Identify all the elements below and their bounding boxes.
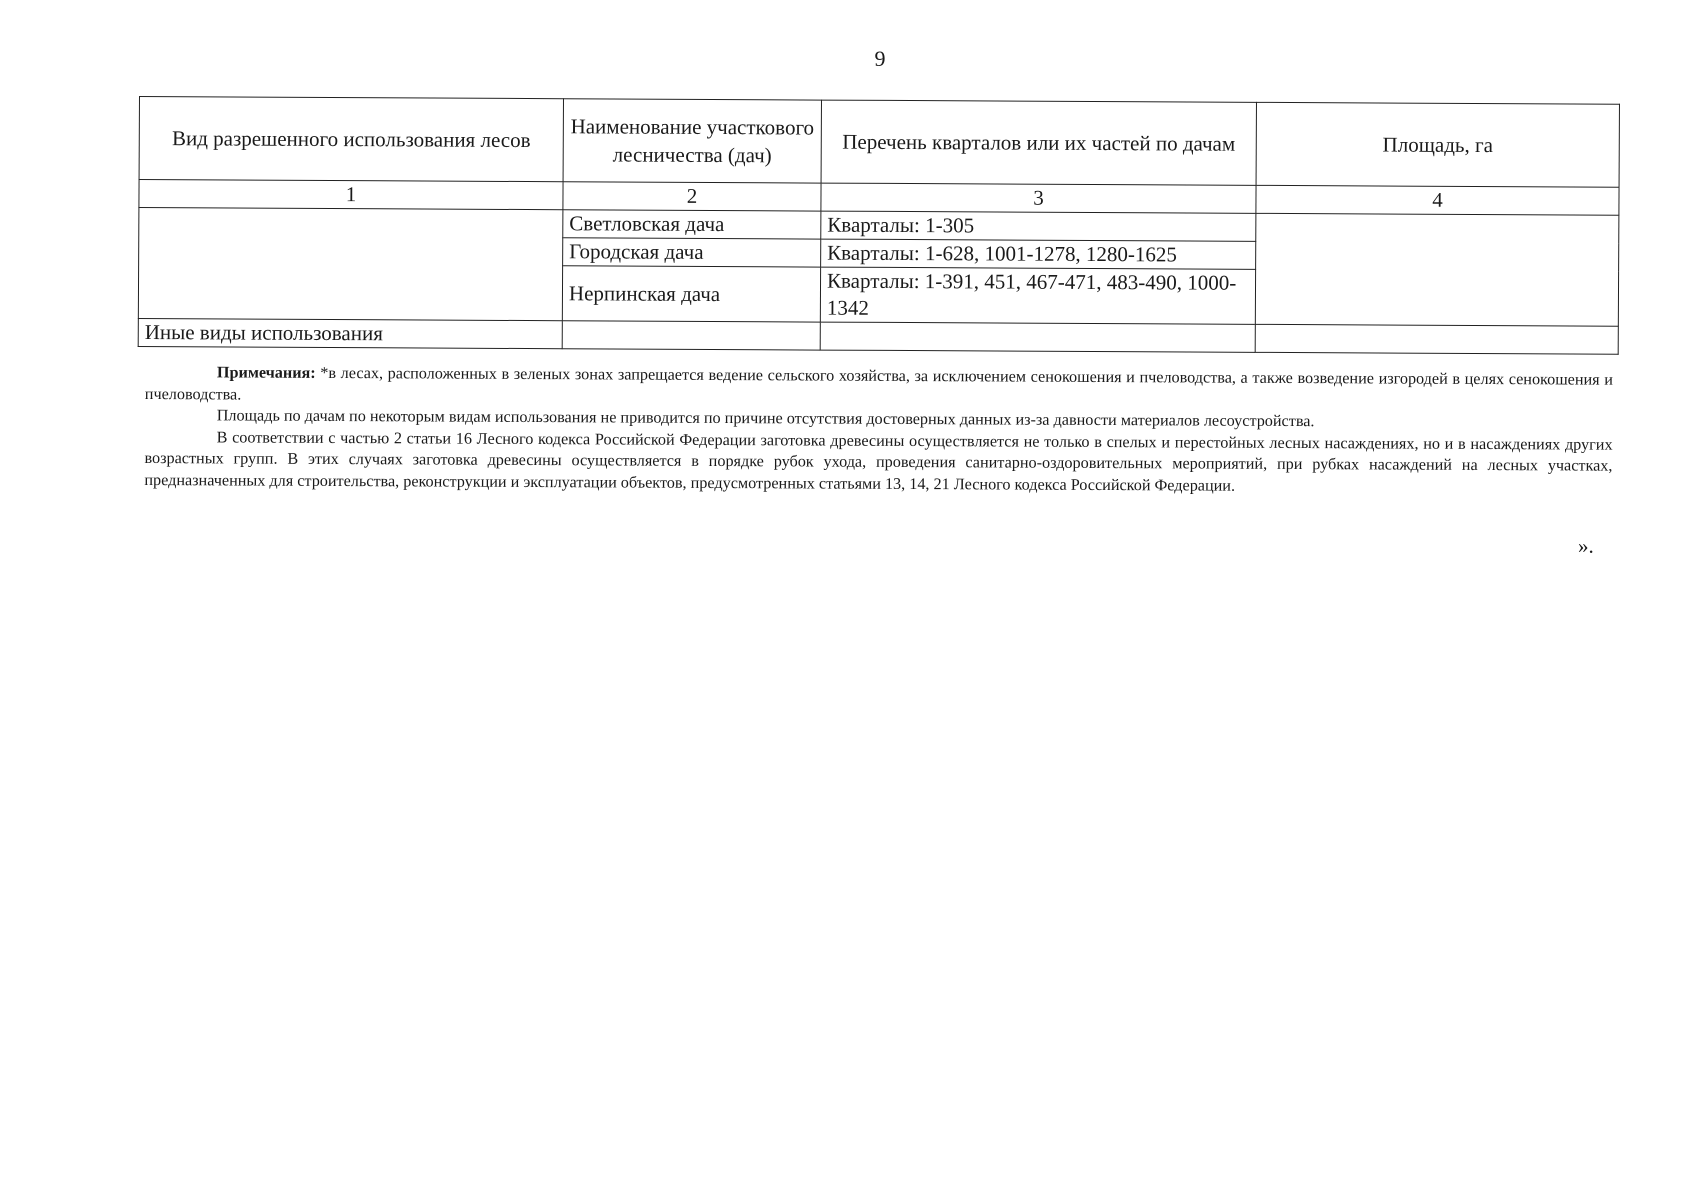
quarters-list: Кварталы: 1-391, 451, 467-471, 483-490, 1000-1342 — [820, 267, 1255, 324]
table-header-row — [139, 97, 1619, 188]
quarters-list: Кварталы: 1-628, 1001-1278, 1280-1625 — [821, 239, 1256, 269]
dacha-name: Нерпинская дача — [562, 266, 820, 322]
forest-use-table — [138, 96, 1620, 355]
empty-cell — [562, 321, 820, 350]
forest-use-table-container — [138, 96, 1620, 355]
quarters-list: Кварталы: 1-305 — [821, 211, 1256, 241]
page-number: 9 — [874, 46, 886, 71]
header-use-type: Вид разрешенного использования лесов — [139, 97, 563, 182]
empty-cell — [1255, 324, 1618, 354]
use-type-cell-empty — [138, 208, 563, 321]
closing-quote: ». — [1578, 534, 1594, 558]
area-cell-empty — [1255, 213, 1619, 326]
column-number: 1 — [139, 180, 563, 210]
column-number: 3 — [821, 183, 1256, 213]
notes-section — [144, 362, 1613, 499]
header-area: Площадь, га — [1256, 102, 1619, 187]
dacha-name: Светловская дача — [563, 210, 821, 239]
note-1-text: *в лесах, расположенных в зеленых зонах запрещается ведение сельского хозяйства, за исключением сенокошения и пчеловодства, а также возведение изгородей в целях сенокошения и пчеловодства. — [144, 363, 1613, 404]
empty-cell — [820, 322, 1255, 352]
dacha-name: Городская дача — [563, 238, 821, 267]
header-forestry-name: Наименование участкового лесничества (дач) — [563, 99, 821, 183]
column-number: 2 — [563, 182, 821, 211]
notes-label: Примечания: — [216, 363, 316, 382]
note-3: В соответствии с частью 2 статьи 16 Лесного кодекса Российской Федерации заготовка древесины осуществляется не только в спелых и перестойных лесных насаждениях, но и в насаждениях других возрастных групп. В этих случаях заготовка древесины осуществляется в порядке рубок ухода, проведения санитарно-оздоровительных мероприятий, при рубках насаждений на лесных участках, предназначенных для строительства, реконструкции и эксплуатации объектов, предусмотренных статьями 13, 14, 21 Лесного кодекса Российской Федерации. — [144, 427, 1613, 495]
note-1 — [145, 362, 1613, 413]
column-number: 4 — [1256, 185, 1619, 215]
header-quarters-list: Перечень кварталов или их частей по дачам — [821, 100, 1256, 185]
other-use-label: Иные виды использования — [138, 318, 562, 348]
note-2: Площадь по дачам по некоторым видам использования не приводится по причине отсутствия достоверных данных из-за давности материалов лесоустройства. — [216, 406, 1315, 431]
